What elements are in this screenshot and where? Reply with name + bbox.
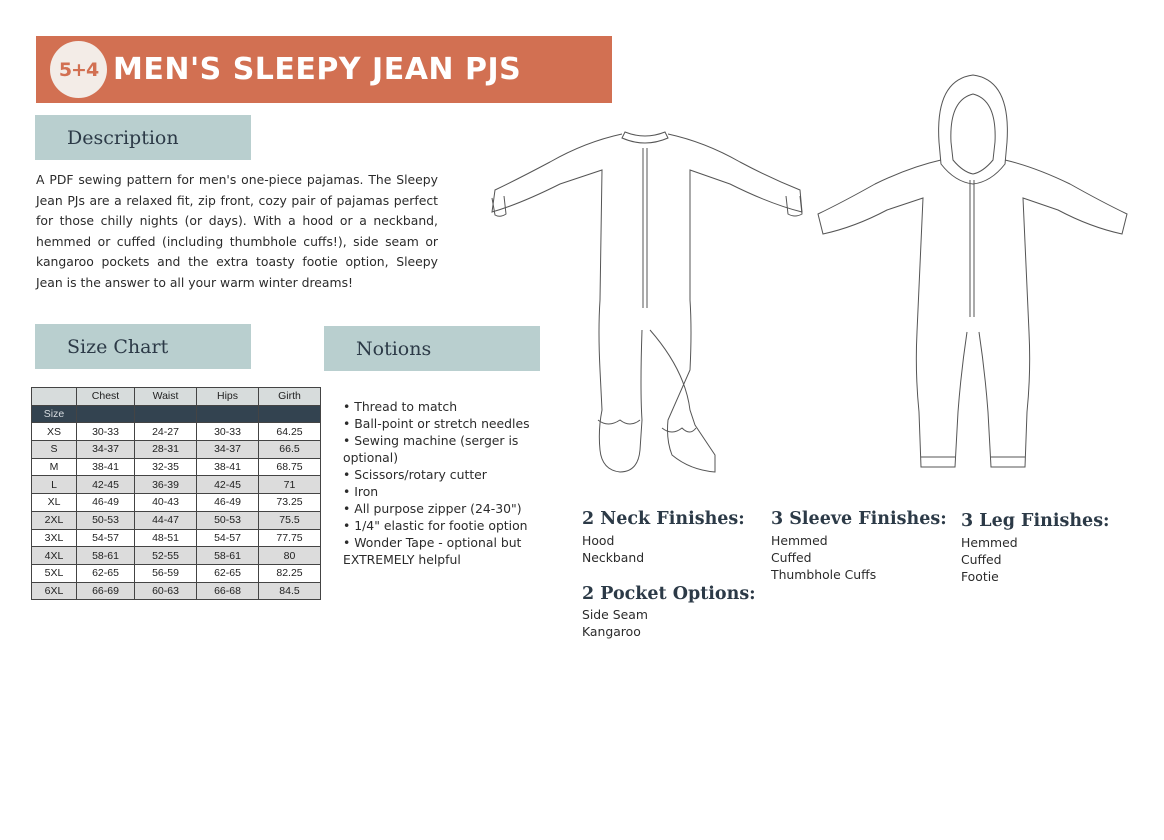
measurement-cell: 42-45 bbox=[197, 476, 259, 494]
measurement-cell: 71 bbox=[259, 476, 321, 494]
size-cell: XL bbox=[32, 494, 77, 512]
notion-text: Ball-point or stretch needles bbox=[354, 416, 530, 431]
neck-finishes-list bbox=[582, 532, 644, 566]
measurement-cell: 30-33 bbox=[197, 423, 259, 441]
measurement-cell: 64.25 bbox=[259, 423, 321, 441]
body-right-side bbox=[979, 160, 1127, 467]
column-header bbox=[32, 388, 77, 406]
size-chart-header-row bbox=[32, 388, 321, 406]
measurement-cell: 38-41 bbox=[77, 458, 135, 476]
column-header: Hips bbox=[197, 388, 259, 406]
measurement-cell: 52-55 bbox=[135, 547, 197, 565]
size-chart-table bbox=[31, 387, 321, 600]
notion-item bbox=[343, 500, 543, 517]
size-cell: L bbox=[32, 476, 77, 494]
measurement-cell: 32-35 bbox=[135, 458, 197, 476]
sleeve-finishes-heading: 3 Sleeve Finishes: bbox=[771, 509, 947, 529]
bullet-icon: • bbox=[343, 535, 355, 550]
size-row bbox=[32, 547, 321, 565]
finish-item: Kangaroo bbox=[582, 624, 641, 639]
measurement-cell: 84.5 bbox=[259, 582, 321, 600]
measurement-cell: 34-37 bbox=[197, 441, 259, 459]
size-cell: M bbox=[32, 458, 77, 476]
measurement-cell: 77.75 bbox=[259, 529, 321, 547]
measurement-cell: 58-61 bbox=[197, 547, 259, 565]
measurement-cell: 66-68 bbox=[197, 582, 259, 600]
size-row bbox=[32, 494, 321, 512]
right-cuff bbox=[786, 196, 802, 216]
measurement-cell: 40-43 bbox=[135, 494, 197, 512]
neck-finishes-heading: 2 Neck Finishes: bbox=[582, 509, 745, 529]
notion-item bbox=[343, 483, 543, 500]
pocket-options-list bbox=[582, 606, 648, 640]
leg-finishes-list bbox=[961, 534, 1018, 585]
column-header: Girth bbox=[259, 388, 321, 406]
notion-text: Thread to match bbox=[354, 399, 458, 414]
size-row bbox=[32, 476, 321, 494]
size-row bbox=[32, 458, 321, 476]
finish-item: Thumbhole Cuffs bbox=[771, 567, 877, 582]
description-heading-box bbox=[35, 115, 251, 160]
notions-heading: Notions bbox=[356, 337, 432, 360]
brand-logo-text: 5+4 bbox=[58, 58, 99, 81]
leg-finishes-heading: 3 Leg Finishes: bbox=[961, 511, 1110, 531]
measurement-cell: 62-65 bbox=[197, 564, 259, 582]
measurement-cell: 54-57 bbox=[197, 529, 259, 547]
size-chart-body bbox=[32, 423, 321, 600]
description-text: A PDF sewing pattern for men's one-piece pajamas. The Sleepy Jean PJs are a relaxed fit, zip front, cozy pair of pajamas perfect for those chilly nights (or days). With a hood or a neckband, hemmed or cuffed (including thumbhole cuffs!), side seam or kangaroo pockets and the extra toasty footie option, Sleepy Jean is the answer to all your warm winter dreams! bbox=[36, 172, 438, 290]
size-cell: 6XL bbox=[32, 582, 77, 600]
measurement-cell: 50-53 bbox=[77, 511, 135, 529]
measurement-cell: 66.5 bbox=[259, 441, 321, 459]
size-cell: XS bbox=[32, 423, 77, 441]
notion-text: 1/4" elastic for footie option bbox=[354, 518, 528, 533]
measurement-cell: 36-39 bbox=[135, 476, 197, 494]
notion-item bbox=[343, 534, 543, 568]
finish-item: Hemmed bbox=[771, 533, 828, 548]
neckband-outline bbox=[622, 132, 668, 143]
bullet-icon: • bbox=[343, 501, 355, 516]
bullet-icon: • bbox=[343, 467, 355, 482]
bullet-icon: • bbox=[343, 518, 355, 533]
hood-outline bbox=[939, 75, 1008, 184]
size-cell: 4XL bbox=[32, 547, 77, 565]
notion-text: Iron bbox=[354, 484, 379, 499]
measurement-cell: 46-49 bbox=[197, 494, 259, 512]
bullet-icon: • bbox=[343, 484, 355, 499]
brand-logo bbox=[50, 41, 107, 98]
bullet-icon: • bbox=[343, 416, 355, 431]
neckband-footie-illustration bbox=[490, 120, 810, 480]
size-row bbox=[32, 564, 321, 582]
measurement-cell: 66-69 bbox=[77, 582, 135, 600]
measurement-cell: 24-27 bbox=[135, 423, 197, 441]
size-chart-heading-box bbox=[35, 324, 251, 369]
sleeve-finishes-list bbox=[771, 532, 876, 583]
bullet-icon: • bbox=[343, 399, 355, 414]
body-left-side bbox=[818, 160, 967, 467]
measurement-cell: 80 bbox=[259, 547, 321, 565]
left-foot-seam bbox=[598, 420, 640, 424]
column-header: Chest bbox=[77, 388, 135, 406]
measurement-cell: 44-47 bbox=[135, 511, 197, 529]
pocket-options-heading: 2 Pocket Options: bbox=[582, 584, 756, 604]
body-left-side bbox=[492, 134, 642, 472]
measurement-cell: 62-65 bbox=[77, 564, 135, 582]
measurement-cell: 73.25 bbox=[259, 494, 321, 512]
body-right-side bbox=[650, 134, 802, 472]
measurement-cell: 50-53 bbox=[197, 511, 259, 529]
size-label: Size bbox=[32, 405, 77, 423]
size-row bbox=[32, 441, 321, 459]
bullet-icon: • bbox=[343, 433, 355, 448]
measurement-cell: 75.5 bbox=[259, 511, 321, 529]
size-cell: 2XL bbox=[32, 511, 77, 529]
page-title: MEN'S SLEEPY JEAN PJS bbox=[113, 52, 522, 87]
size-cell: 3XL bbox=[32, 529, 77, 547]
notion-text: All purpose zipper (24-30") bbox=[354, 501, 522, 516]
hood-inner bbox=[951, 94, 995, 174]
size-row bbox=[32, 529, 321, 547]
size-chart-heading: Size Chart bbox=[67, 335, 169, 358]
finish-item: Hemmed bbox=[961, 535, 1018, 550]
hood-hemmed-illustration bbox=[815, 72, 1130, 477]
finish-item: Cuffed bbox=[771, 550, 812, 565]
size-cell: S bbox=[32, 441, 77, 459]
measurement-cell: 68.75 bbox=[259, 458, 321, 476]
measurement-cell: 28-31 bbox=[135, 441, 197, 459]
size-row bbox=[32, 423, 321, 441]
description-heading: Description bbox=[67, 126, 179, 149]
size-cell: 5XL bbox=[32, 564, 77, 582]
notion-item bbox=[343, 517, 543, 534]
measurement-cell: 82.25 bbox=[259, 564, 321, 582]
measurement-cell: 58-61 bbox=[77, 547, 135, 565]
measurement-cell: 34-37 bbox=[77, 441, 135, 459]
column-header: Waist bbox=[135, 388, 197, 406]
finish-item: Hood bbox=[582, 533, 615, 548]
finish-item: Footie bbox=[961, 569, 999, 584]
finish-item: Cuffed bbox=[961, 552, 1002, 567]
measurement-cell: 48-51 bbox=[135, 529, 197, 547]
measurement-cell: 42-45 bbox=[77, 476, 135, 494]
notion-text: Wonder Tape - optional but EXTREMELY helpful bbox=[343, 535, 522, 567]
finish-item: Neckband bbox=[582, 550, 645, 565]
notion-text: Scissors/rotary cutter bbox=[354, 467, 487, 482]
measurement-cell: 56-59 bbox=[135, 564, 197, 582]
measurement-cell: 30-33 bbox=[77, 423, 135, 441]
measurement-cell: 54-57 bbox=[77, 529, 135, 547]
measurement-cell: 46-49 bbox=[77, 494, 135, 512]
measurement-cell: 38-41 bbox=[197, 458, 259, 476]
size-label-row bbox=[32, 405, 321, 423]
size-row bbox=[32, 511, 321, 529]
measurement-cell: 60-63 bbox=[135, 582, 197, 600]
notion-text: Sewing machine (serger is optional) bbox=[343, 433, 519, 465]
size-row bbox=[32, 582, 321, 600]
finish-item: Side Seam bbox=[582, 607, 648, 622]
